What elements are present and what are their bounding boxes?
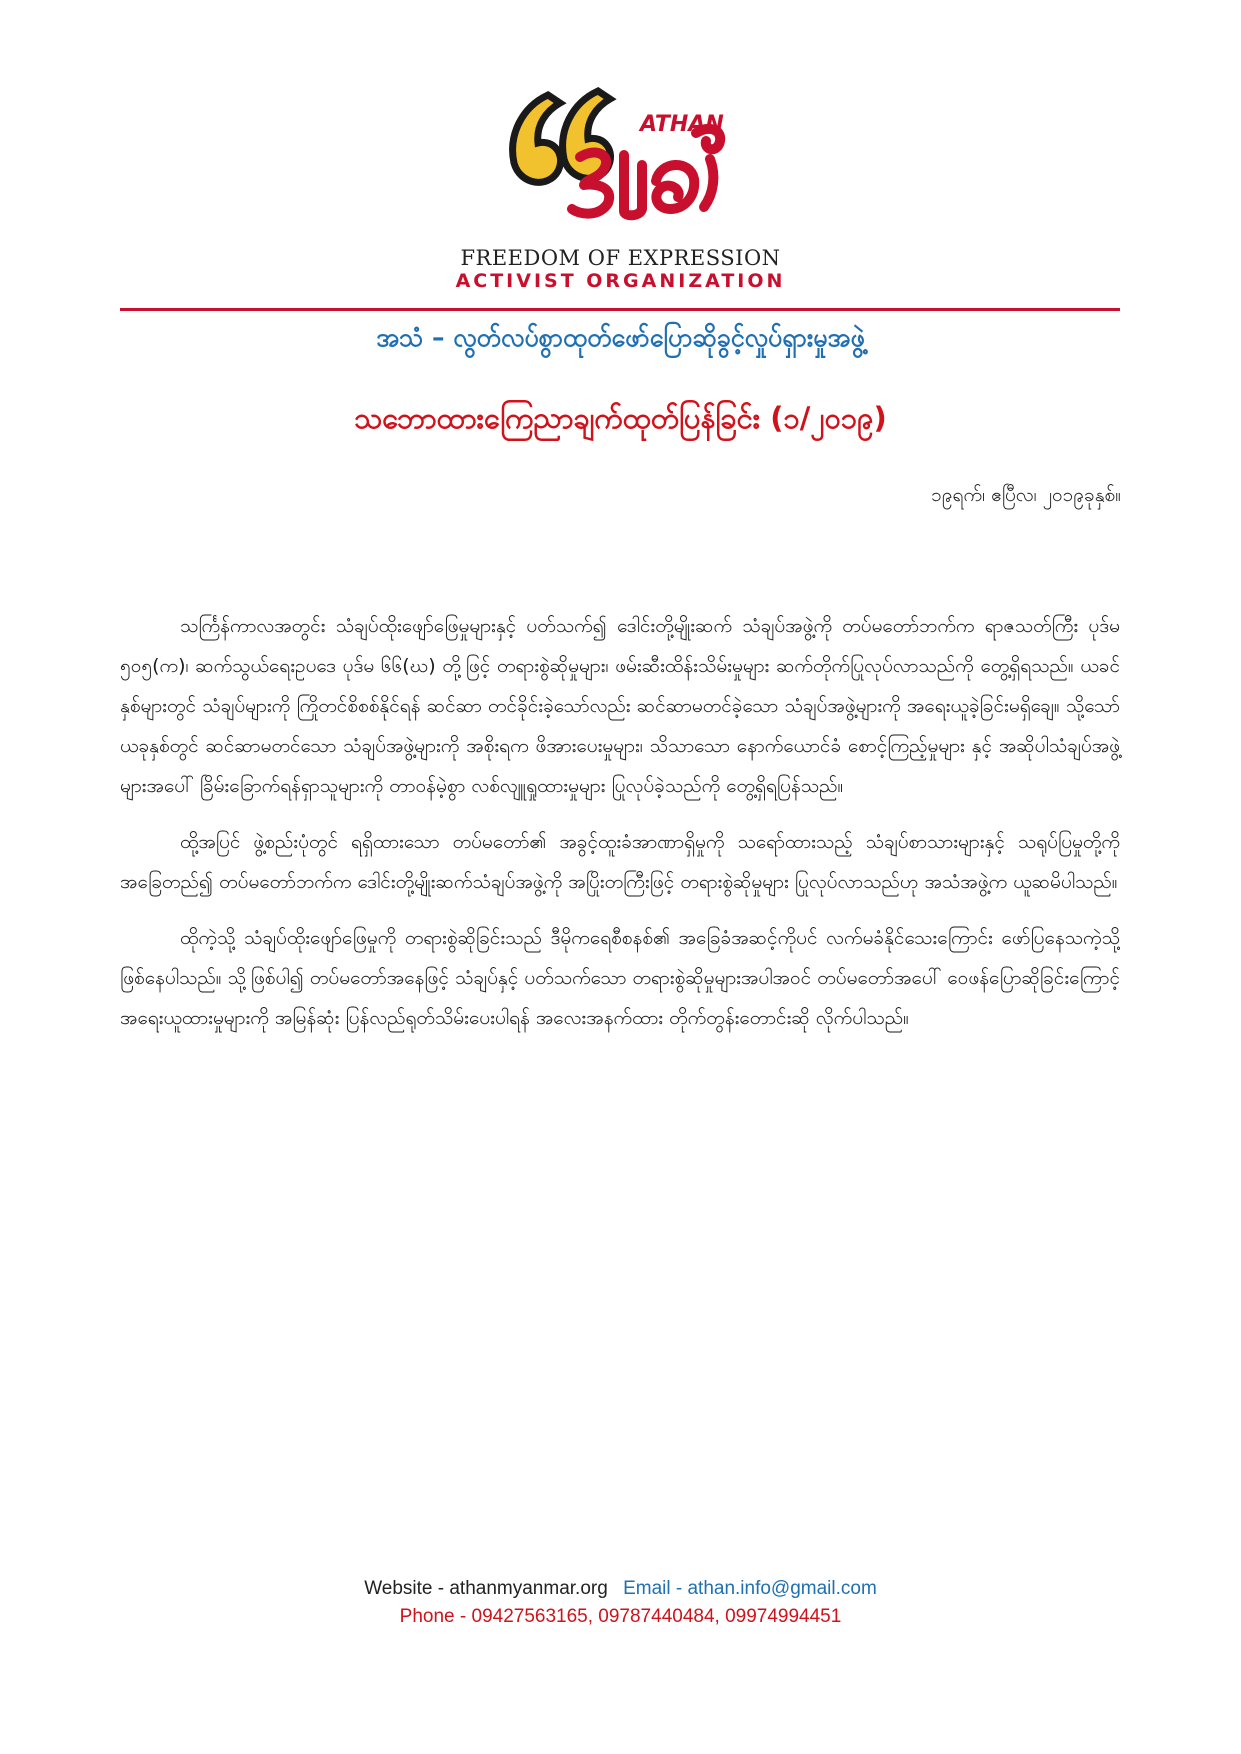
org-name-english-line2: ACTIVIST ORGANIZATION — [455, 270, 786, 292]
statement-body — [120, 606, 1120, 1054]
body-paragraph-2: ထို့အပြင် ဖွဲ့စည်းပုံတွင် ရရှိထားသော တပ်မတော်၏ အခွင့်ထူးခံအာဏာရှိမှုကို သရော်ထားသည့် သံချပ်စာသားများနှင့် သရုပ်ပြမှုတို့ကို အခြေတည်၍ တပ်မတော်ဘက်က ဒေါင်းတို့မျိုးဆက်သံချပ်အဖွဲ့ကို အပြိုးတကြီးဖြင့် တရားစွဲဆိုမှုများ ပြုလုပ်လာသည်ဟု အသံအဖွဲ့က ယူဆမိပါသည်။ — [120, 831, 1120, 893]
statement-title: သဘောထားကြေညာချက်ထုတ်ပြန်ခြင်း (၁/၂၀၁၉) — [354, 401, 887, 435]
footer-phone: Phone - 09427563165, 09787440484, 09974994451 — [399, 1606, 842, 1627]
footer-contact-line — [0, 1578, 1241, 1600]
statement-date: ၁၉ရက်၊ ဧပြီလ၊ ၂၀၁၉ခုနှစ်။ — [931, 484, 1121, 506]
athan-logo-graphic — [500, 85, 750, 225]
athan-logo — [500, 85, 750, 225]
org-name-myanmar: အသံ – လွတ်လပ်စွာထုတ်ဖော်ပြောဆိုခွင့်လှုပ်ရှားမှုအဖွဲ့ — [376, 323, 865, 352]
footer-email: Email - athan.info@gmail.com — [623, 1578, 877, 1599]
logo-text: ATHAN — [640, 112, 724, 137]
quote-marks-icon — [513, 91, 611, 182]
header-divider — [120, 308, 1120, 311]
body-paragraph-3: ထိုကဲ့သို့ သံချပ်ထိုးဖျော်ဖြေမှုကို တရားစွဲဆိုခြင်းသည် ဒီမိုကရေစီစနစ်၏ အခြေခံအဆင့်ကိုပင် လက်မခံနိုင်သေးကြောင်း ဖော်ပြနေသကဲ့သို့ဖြစ်နေပါသည်။ သို့ဖြစ်ပါ၍ တပ်မတော်အနေဖြင့် သံချပ်နှင့် ပတ်သက်သော တရားစွဲဆိုမှုများအပါအဝင် တပ်မတော်အပေါ် ဝေဖန်ပြောဆိုခြင်းကြောင့် အရေးယူထားမှုများကို အမြန်ဆုံး ပြန်လည်ရုတ်သိမ်းပေးပါရန် အလေးအနက်ထား တိုက်တွန်းတောင်းဆို လိုက်ပါသည်။ — [120, 927, 1120, 1029]
org-name-english-line1: FREEDOM OF EXPRESSION — [460, 246, 781, 270]
footer-website: Website - athanmyanmar.org — [364, 1578, 608, 1599]
body-paragraph-1: သင်္ကြန်ကာလအတွင်း သံချပ်ထိုးဖျော်ဖြေမှုများနှင့် ပတ်သက်၍ ဒေါင်းတို့မျိုးဆက် သံချပ်အဖွဲ့ကို တပ်မတော်ဘက်က ရာဇသတ်ကြီး ပုဒ်မ ၅၀၅(က)၊ ဆက်သွယ်ရေးဥပဒေ ပုဒ်မ ၆၆(ဃ) တို့ဖြင့် တရားစွဲဆိုမှုများ၊ ဖမ်းဆီးထိန်းသိမ်းမှုများ ဆက်တိုက်ပြုလုပ်လာသည်ကို တွေ့ရှိရသည်။ ယခင်နှစ်များတွင် သံချပ်များကို ကြိုတင်စိစစ်နိုင်ရန် ဆင်ဆာ တင်ခိုင်းခဲ့သော်လည်း ဆင်ဆာမတင်ခဲ့သော သံချပ်အဖွဲ့များကို အရေးယူခဲ့ခြင်းမရှိချေ။ သို့သော် ယခုနှစ်တွင် ဆင်ဆာမတင်သော သံချပ်အဖွဲ့များကို အစိုးရက ဖိအားပေးမှုများ၊ သိသာသော နောက်ယောင်ခံ စောင့်ကြည့်မှုများ နှင့် အဆိုပါသံချပ်အဖွဲ့များအပေါ် ခြိမ်းခြောက်ရန်ရှာသူများကို တာဝန်မဲ့စွာ လစ်လျူရှုထားမှုများ ပြုလုပ်ခဲ့သည်ကို တွေ့ရှိရပြန်သည်။ — [120, 615, 1120, 797]
